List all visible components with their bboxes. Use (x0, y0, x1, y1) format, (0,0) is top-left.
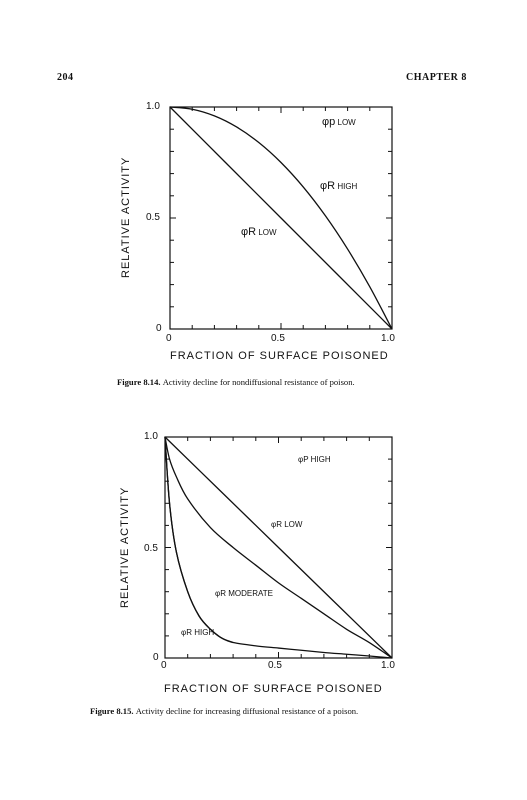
annotation-phi-p-low: φp LOW (322, 116, 356, 128)
y-tick-label-1: 1.0 (146, 101, 160, 112)
plot-curves (165, 437, 392, 658)
y-tick-label-05: 0.5 (146, 212, 160, 223)
page-number: 204 (57, 72, 74, 83)
y-tick-label-0: 0 (156, 323, 162, 334)
y-tick-label-05: 0.5 (144, 543, 158, 554)
annotation-phi-r-moderate: φR MODERATE (215, 589, 273, 598)
annotation-phi-r-high: φR HIGH (320, 180, 358, 192)
chapter-heading: CHAPTER 8 (406, 72, 467, 83)
x-tick-label-0: 0 (161, 660, 167, 671)
figure-caption: Figure 8.14. Activity decline for nondiffusional resistance of poison. (117, 377, 355, 387)
x-tick-label-1: 1.0 (381, 660, 395, 671)
figure-caption: Figure 8.15. Activity decline for increasing diffusional resistance of a poison. (90, 706, 359, 716)
y-axis-label: RELATIVE ACTIVITY (120, 156, 132, 278)
annotation-phi-r-low: φR LOW (241, 226, 277, 238)
annotation-phi-p-high: φP HIGH (298, 455, 331, 464)
curve-0 (165, 437, 392, 658)
y-axis-label: RELATIVE ACTIVITY (119, 486, 131, 608)
x-tick-label-1: 1.0 (381, 333, 395, 344)
x-tick-label-05: 0.5 (268, 660, 282, 671)
x-axis-label: FRACTION OF SURFACE POISONED (170, 350, 389, 362)
y-tick-label-1: 1.0 (144, 431, 158, 442)
x-tick-label-05: 0.5 (271, 333, 285, 344)
x-axis-label: FRACTION OF SURFACE POISONED (164, 683, 383, 695)
annotation-phi-r-high: φR HIGH (181, 628, 215, 637)
annotation-phi-r-low: φR LOW (271, 520, 303, 529)
x-tick-label-0: 0 (166, 333, 172, 344)
y-tick-label-0: 0 (153, 652, 159, 663)
